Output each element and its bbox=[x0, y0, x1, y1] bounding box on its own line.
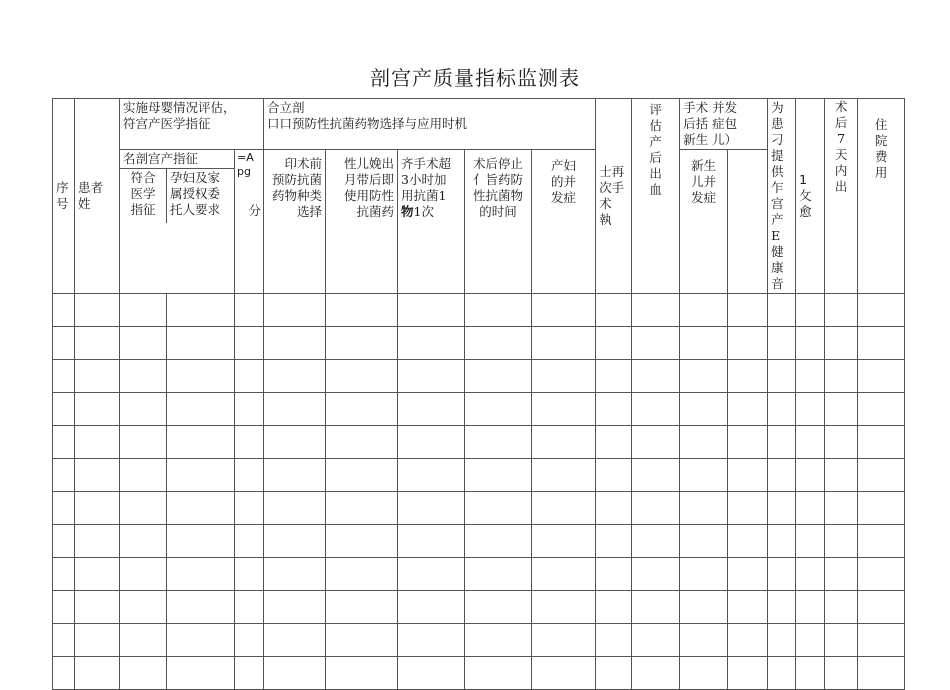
table-cell[interactable] bbox=[596, 624, 632, 657]
table-cell[interactable] bbox=[326, 657, 398, 690]
table-cell[interactable] bbox=[75, 591, 120, 624]
table-cell[interactable] bbox=[120, 327, 167, 360]
table-cell[interactable] bbox=[858, 393, 905, 426]
table-cell[interactable] bbox=[858, 657, 905, 690]
table-cell[interactable] bbox=[680, 393, 728, 426]
table-cell[interactable] bbox=[858, 591, 905, 624]
table-cell[interactable] bbox=[768, 360, 796, 393]
table-row bbox=[53, 360, 905, 393]
table-cell[interactable] bbox=[235, 393, 264, 426]
header-reoperation: 士再次手 术 執 bbox=[596, 99, 632, 294]
table-cell[interactable] bbox=[264, 624, 326, 657]
table-cell[interactable] bbox=[120, 393, 167, 426]
header-discharge-7days: 术 后 7 天 内 出 bbox=[825, 99, 858, 294]
table-cell[interactable] bbox=[264, 657, 326, 690]
header-seq: 序 号 bbox=[53, 99, 75, 294]
table-cell[interactable] bbox=[632, 558, 680, 591]
table-cell[interactable] bbox=[728, 294, 768, 327]
table-cell[interactable] bbox=[167, 360, 235, 393]
table-cell[interactable] bbox=[858, 558, 905, 591]
header-healed-num: 1 bbox=[799, 172, 808, 187]
table-cell[interactable] bbox=[728, 657, 768, 690]
table-cell[interactable] bbox=[326, 558, 398, 591]
table-cell[interactable] bbox=[75, 492, 120, 525]
table-row bbox=[53, 657, 905, 690]
table-cell[interactable] bbox=[632, 525, 680, 558]
table-cell[interactable] bbox=[728, 327, 768, 360]
table-cell[interactable] bbox=[235, 558, 264, 591]
table-cell[interactable] bbox=[326, 393, 398, 426]
table-cell[interactable] bbox=[465, 558, 532, 591]
table-cell[interactable] bbox=[465, 459, 532, 492]
table-cell[interactable] bbox=[632, 426, 680, 459]
table-cell[interactable] bbox=[796, 327, 825, 360]
header-indication-met: 符合 医学 指征 bbox=[120, 169, 167, 223]
table-cell[interactable] bbox=[680, 525, 728, 558]
table-body bbox=[53, 294, 905, 690]
table-row bbox=[53, 525, 905, 558]
table-cell[interactable] bbox=[398, 624, 465, 657]
monitoring-table bbox=[52, 98, 905, 690]
table-cell[interactable] bbox=[680, 426, 728, 459]
table-cell[interactable] bbox=[858, 492, 905, 525]
table-cell[interactable] bbox=[596, 591, 632, 624]
table-cell[interactable] bbox=[398, 426, 465, 459]
table-cell[interactable] bbox=[768, 492, 796, 525]
table-cell[interactable] bbox=[120, 294, 167, 327]
table-cell[interactable] bbox=[796, 393, 825, 426]
table-cell[interactable] bbox=[596, 360, 632, 393]
table-cell[interactable] bbox=[632, 624, 680, 657]
header-apgar-block bbox=[235, 150, 264, 294]
header-antibiotic-group: 合立剖 口口预防性抗菌药物选择与应用时机 bbox=[264, 99, 596, 150]
table-cell[interactable] bbox=[825, 525, 858, 558]
table-cell[interactable] bbox=[53, 558, 75, 591]
table-cell[interactable] bbox=[768, 657, 796, 690]
table-cell[interactable] bbox=[75, 426, 120, 459]
table-cell[interactable] bbox=[825, 624, 858, 657]
table-cell[interactable] bbox=[768, 459, 796, 492]
table-cell[interactable] bbox=[326, 624, 398, 657]
table-cell[interactable] bbox=[632, 657, 680, 690]
table-cell[interactable] bbox=[75, 294, 120, 327]
table-cell[interactable] bbox=[532, 360, 596, 393]
table-cell[interactable] bbox=[825, 327, 858, 360]
table-row bbox=[53, 393, 905, 426]
table-cell[interactable] bbox=[53, 459, 75, 492]
table-cell[interactable] bbox=[680, 492, 728, 525]
header-abx-over3h-wu: 物 bbox=[401, 204, 414, 219]
table-cell[interactable] bbox=[75, 558, 120, 591]
table-cell[interactable] bbox=[53, 393, 75, 426]
table-row bbox=[53, 426, 905, 459]
header-apgar: =A pg bbox=[237, 151, 254, 178]
table-row bbox=[53, 558, 905, 591]
table-cell[interactable] bbox=[167, 558, 235, 591]
table-cell[interactable] bbox=[825, 657, 858, 690]
table-cell[interactable] bbox=[465, 657, 532, 690]
table-cell[interactable] bbox=[235, 360, 264, 393]
table-cell[interactable] bbox=[768, 558, 796, 591]
table-cell[interactable] bbox=[632, 459, 680, 492]
header-neonatal-complication: 新生 儿并 发症 bbox=[680, 150, 728, 294]
table-cell[interactable] bbox=[858, 360, 905, 393]
table-cell[interactable] bbox=[264, 525, 326, 558]
table-cell[interactable] bbox=[235, 459, 264, 492]
table-cell[interactable] bbox=[120, 525, 167, 558]
header-patient-name: 患者 姓 bbox=[75, 99, 120, 294]
table-cell[interactable] bbox=[728, 591, 768, 624]
table-row bbox=[53, 327, 905, 360]
header-hospital-cost: 住 院 费 用 bbox=[858, 99, 905, 294]
table-row bbox=[53, 591, 905, 624]
table-cell[interactable] bbox=[680, 327, 728, 360]
table-cell[interactable] bbox=[532, 327, 596, 360]
table-cell[interactable] bbox=[398, 294, 465, 327]
table-cell[interactable] bbox=[596, 393, 632, 426]
table-cell[interactable] bbox=[768, 327, 796, 360]
table-cell[interactable] bbox=[680, 294, 728, 327]
table-cell[interactable] bbox=[858, 426, 905, 459]
table-cell[interactable] bbox=[728, 393, 768, 426]
table-cell[interactable] bbox=[532, 492, 596, 525]
table-cell[interactable] bbox=[53, 294, 75, 327]
table-cell[interactable] bbox=[728, 459, 768, 492]
table-cell[interactable] bbox=[825, 294, 858, 327]
table-cell[interactable] bbox=[596, 459, 632, 492]
table-cell[interactable] bbox=[235, 327, 264, 360]
table-cell[interactable] bbox=[326, 492, 398, 525]
table-cell[interactable] bbox=[796, 624, 825, 657]
table-cell[interactable] bbox=[825, 426, 858, 459]
table-cell[interactable] bbox=[398, 360, 465, 393]
header-abx-stop-time: 术后停止 亻旨药防 性抗菌物 的时间 bbox=[465, 150, 532, 294]
table-cell[interactable] bbox=[768, 426, 796, 459]
table-cell[interactable] bbox=[326, 591, 398, 624]
header-apgar-score: 分 bbox=[248, 203, 262, 218]
table-cell[interactable] bbox=[167, 591, 235, 624]
table-cell[interactable] bbox=[264, 294, 326, 327]
table-cell[interactable] bbox=[532, 624, 596, 657]
table-cell[interactable] bbox=[167, 624, 235, 657]
table-cell[interactable] bbox=[768, 591, 796, 624]
table-cell[interactable] bbox=[465, 393, 532, 426]
table-cell[interactable] bbox=[825, 360, 858, 393]
table-cell[interactable] bbox=[326, 294, 398, 327]
table-cell[interactable] bbox=[596, 525, 632, 558]
table-cell[interactable] bbox=[75, 459, 120, 492]
header-abx-over3h-text: 齐手术超 3小时加 用抗菌1 bbox=[401, 156, 452, 203]
table-cell[interactable] bbox=[167, 393, 235, 426]
table-cell[interactable] bbox=[326, 459, 398, 492]
table-cell[interactable] bbox=[825, 492, 858, 525]
indication-subtable bbox=[120, 169, 234, 223]
table-row bbox=[53, 624, 905, 657]
table-cell[interactable] bbox=[728, 525, 768, 558]
table-cell[interactable] bbox=[235, 492, 264, 525]
table-cell[interactable] bbox=[53, 426, 75, 459]
table-cell[interactable] bbox=[858, 294, 905, 327]
table-cell[interactable] bbox=[75, 393, 120, 426]
table-cell[interactable] bbox=[825, 558, 858, 591]
table-cell[interactable] bbox=[596, 558, 632, 591]
table-cell[interactable] bbox=[680, 558, 728, 591]
table-cell[interactable] bbox=[235, 525, 264, 558]
table-cell[interactable] bbox=[398, 492, 465, 525]
table-cell[interactable] bbox=[398, 459, 465, 492]
table-cell[interactable] bbox=[796, 591, 825, 624]
table-cell[interactable] bbox=[858, 327, 905, 360]
table-cell[interactable] bbox=[632, 492, 680, 525]
table-cell[interactable] bbox=[596, 294, 632, 327]
table-cell[interactable] bbox=[167, 294, 235, 327]
table-cell[interactable] bbox=[532, 558, 596, 591]
table-cell[interactable] bbox=[858, 459, 905, 492]
table-cell[interactable] bbox=[532, 393, 596, 426]
table-cell[interactable] bbox=[465, 492, 532, 525]
table-cell[interactable] bbox=[326, 360, 398, 393]
table-cell[interactable] bbox=[398, 393, 465, 426]
table-cell[interactable] bbox=[596, 657, 632, 690]
table-cell[interactable] bbox=[120, 459, 167, 492]
table-cell[interactable] bbox=[120, 492, 167, 525]
table-cell[interactable] bbox=[75, 525, 120, 558]
table-cell[interactable] bbox=[596, 327, 632, 360]
table-cell[interactable] bbox=[264, 459, 326, 492]
table-row bbox=[53, 459, 905, 492]
table-cell[interactable] bbox=[532, 657, 596, 690]
table-cell[interactable] bbox=[75, 360, 120, 393]
table-cell[interactable] bbox=[728, 492, 768, 525]
table-cell[interactable] bbox=[120, 624, 167, 657]
table-cell[interactable] bbox=[264, 492, 326, 525]
table-cell[interactable] bbox=[596, 426, 632, 459]
table-cell[interactable] bbox=[680, 591, 728, 624]
table-cell[interactable] bbox=[728, 558, 768, 591]
table-cell[interactable] bbox=[120, 657, 167, 690]
table-cell[interactable] bbox=[465, 360, 532, 393]
header-indication-block bbox=[120, 150, 235, 294]
table-cell[interactable] bbox=[326, 525, 398, 558]
table-cell[interactable] bbox=[326, 426, 398, 459]
table-cell[interactable] bbox=[680, 657, 728, 690]
table-cell[interactable] bbox=[632, 591, 680, 624]
table-cell[interactable] bbox=[796, 525, 825, 558]
table-cell[interactable] bbox=[264, 591, 326, 624]
table-cell[interactable] bbox=[532, 459, 596, 492]
table-cell[interactable] bbox=[235, 591, 264, 624]
table-cell[interactable] bbox=[825, 393, 858, 426]
header-abx-selection: 印术前 预防抗菌 药物种类 选择 bbox=[264, 150, 326, 294]
header-indication-group: 名剖宫产指征 bbox=[120, 150, 234, 169]
header-eval-group: 实施母婴情况评估， 符宫产医学指征 bbox=[120, 99, 264, 150]
table-cell[interactable] bbox=[596, 492, 632, 525]
table-cell[interactable] bbox=[768, 525, 796, 558]
table-cell[interactable] bbox=[53, 492, 75, 525]
table-cell[interactable] bbox=[120, 591, 167, 624]
table-cell[interactable] bbox=[120, 558, 167, 591]
table-cell[interactable] bbox=[858, 624, 905, 657]
table-cell[interactable] bbox=[75, 327, 120, 360]
table-cell[interactable] bbox=[120, 426, 167, 459]
table-cell[interactable] bbox=[167, 459, 235, 492]
table-cell[interactable] bbox=[768, 294, 796, 327]
table-cell[interactable] bbox=[728, 426, 768, 459]
table-cell[interactable] bbox=[465, 591, 532, 624]
table-cell[interactable] bbox=[167, 492, 235, 525]
table-row bbox=[53, 492, 905, 525]
table-cell[interactable] bbox=[858, 525, 905, 558]
table-cell[interactable] bbox=[264, 393, 326, 426]
table-cell[interactable] bbox=[235, 657, 264, 690]
table-cell[interactable] bbox=[398, 327, 465, 360]
header-consent: 孕妇及家 属授权委 托人要求 bbox=[170, 170, 221, 217]
table-row bbox=[53, 294, 905, 327]
table-cell[interactable] bbox=[728, 624, 768, 657]
table-cell[interactable] bbox=[264, 558, 326, 591]
table-cell[interactable] bbox=[167, 327, 235, 360]
page-title: 剖宫产质量指标监测表 bbox=[370, 66, 580, 90]
header-healed bbox=[796, 99, 825, 294]
table-cell[interactable] bbox=[825, 591, 858, 624]
table-cell[interactable] bbox=[632, 360, 680, 393]
table-cell[interactable] bbox=[680, 624, 728, 657]
table-cell[interactable] bbox=[398, 558, 465, 591]
table-cell[interactable] bbox=[532, 426, 596, 459]
table-cell[interactable] bbox=[728, 360, 768, 393]
table-cell[interactable] bbox=[167, 657, 235, 690]
table-cell[interactable] bbox=[680, 360, 728, 393]
table-cell[interactable] bbox=[264, 360, 326, 393]
table-cell[interactable] bbox=[465, 294, 532, 327]
header-abx-timing: 性儿娩出 月带后即 使用防性 抗菌药 bbox=[326, 150, 398, 294]
table-cell[interactable] bbox=[632, 327, 680, 360]
table-cell[interactable] bbox=[796, 558, 825, 591]
table-cell[interactable] bbox=[825, 459, 858, 492]
table-cell[interactable] bbox=[53, 657, 75, 690]
table-cell[interactable] bbox=[75, 657, 120, 690]
table-cell[interactable] bbox=[167, 426, 235, 459]
table-cell[interactable] bbox=[796, 492, 825, 525]
table-cell[interactable] bbox=[235, 426, 264, 459]
table-cell[interactable] bbox=[680, 459, 728, 492]
header-postpartum-hemorrhage: 评 估 产 后 出 血 bbox=[632, 99, 680, 294]
table-cell[interactable] bbox=[465, 426, 532, 459]
table-cell[interactable] bbox=[398, 525, 465, 558]
table-cell[interactable] bbox=[632, 393, 680, 426]
table-cell[interactable] bbox=[120, 360, 167, 393]
table-cell[interactable] bbox=[398, 657, 465, 690]
table-cell[interactable] bbox=[796, 360, 825, 393]
header-complication-group: 手术 并发 后括 症包 新生 儿） bbox=[680, 99, 768, 150]
header-maternal-complication: 产妇 的并 发症 bbox=[532, 150, 596, 294]
header-health-education: 为患 刁提 供乍 宫产 E 健 康音 bbox=[768, 99, 796, 294]
header-abx-over3h-times: 1次 bbox=[413, 204, 434, 219]
table-cell[interactable] bbox=[264, 327, 326, 360]
table-cell[interactable] bbox=[465, 624, 532, 657]
table-cell[interactable] bbox=[532, 591, 596, 624]
table-cell[interactable] bbox=[398, 591, 465, 624]
table-cell[interactable] bbox=[235, 624, 264, 657]
table-cell[interactable] bbox=[75, 624, 120, 657]
table-cell[interactable] bbox=[796, 294, 825, 327]
table-cell[interactable] bbox=[532, 525, 596, 558]
table-cell[interactable] bbox=[768, 624, 796, 657]
table-cell[interactable] bbox=[465, 327, 532, 360]
table-cell[interactable] bbox=[53, 591, 75, 624]
table-cell[interactable] bbox=[53, 525, 75, 558]
table-cell[interactable] bbox=[768, 393, 796, 426]
table-cell[interactable] bbox=[632, 294, 680, 327]
table-cell[interactable] bbox=[53, 327, 75, 360]
header-healed-text: 攵 愈 bbox=[799, 188, 812, 219]
header-abx-over3h bbox=[398, 150, 465, 294]
table-cell[interactable] bbox=[53, 360, 75, 393]
table-cell[interactable] bbox=[53, 624, 75, 657]
table-cell[interactable] bbox=[465, 525, 532, 558]
table-cell[interactable] bbox=[235, 294, 264, 327]
table-cell[interactable] bbox=[167, 525, 235, 558]
table-cell[interactable] bbox=[796, 426, 825, 459]
table-cell[interactable] bbox=[326, 327, 398, 360]
table-cell[interactable] bbox=[796, 657, 825, 690]
table-cell[interactable] bbox=[532, 294, 596, 327]
header-row-1 bbox=[53, 99, 905, 150]
table-cell[interactable] bbox=[796, 459, 825, 492]
table-cell[interactable] bbox=[264, 426, 326, 459]
